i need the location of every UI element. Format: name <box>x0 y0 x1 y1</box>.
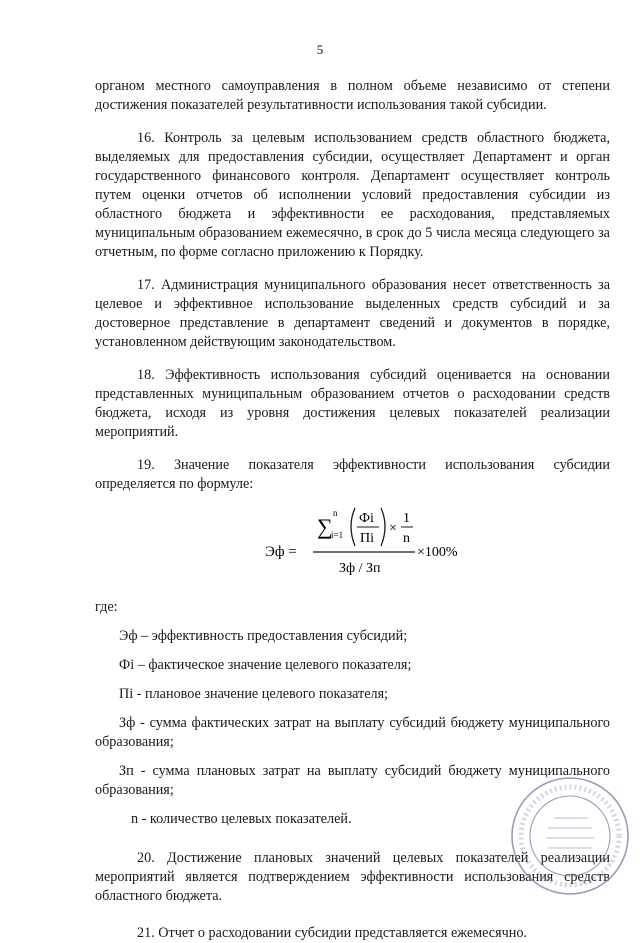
seal-inner-ring <box>530 796 610 876</box>
paragraph-19: 19. Значение показателя эффективности использования субсидии определяется по формуле: <box>95 457 610 492</box>
definition-fi: Фi – фактическое значение целевого показателя; <box>119 657 412 673</box>
definition-zp: Зп - сумма плановых затрат на выплату субсидий бюджету муниципального образования; <box>95 763 610 798</box>
paragraph-20: 20. Достижение плановых значений целевых показателей реализации мероприятий является подтверждением эффективности использования средств областного бюджета. <box>95 850 610 904</box>
formula-denominator: Пi <box>360 531 374 546</box>
definition-zf: Зф - сумма фактических затрат на выплату субсидий бюджету муниципального образования; <box>95 715 610 750</box>
formula-numerator: Фi <box>359 511 374 526</box>
definition-pi: Пi - плановое значение целевого показателя; <box>119 686 389 702</box>
formula-bottom: Зф / Зп <box>339 561 381 576</box>
formula-times: × <box>389 521 397 536</box>
seal-outer-ring <box>512 778 628 894</box>
formula-sum: ∑ <box>317 514 333 539</box>
formula-one: 1 <box>403 511 410 526</box>
page-number: 5 <box>316 42 324 57</box>
formula-n: n <box>403 531 410 546</box>
formula-lower: i=1 <box>331 530 344 540</box>
paragraph-17: 17. Администрация муниципального образования несет ответственность за целевое и эффективное использование выделенных средств субсидий и за достоверное представление в департамент сведений и документов в порядке, установленном действующим законодательством. <box>95 277 610 350</box>
efficiency-formula <box>95 502 610 598</box>
seal-text-marks <box>546 818 594 858</box>
right-paren <box>381 508 385 546</box>
paragraph-16: 16. Контроль за целевым использованием средств областного бюджета, выделяемых для предоставления субсидии, осуществляет Департамент и орган государственного финансового контроля. Департамент осуществляет контроль путем оценки отчетов об исполнении условий предоставления субсидии из областного бюджета и эффективности ее расходования, представляемых муниципальным образованием ежемесячно, в срок до 5 числа месяца следующего за отчетным, по форме согласно приложению к Порядку. <box>95 130 610 260</box>
left-paren <box>351 508 355 546</box>
round-seal-stamp <box>508 774 632 898</box>
definition-n: n - количество целевых показателей. <box>131 811 352 827</box>
formula-tail: ×100% <box>417 545 458 560</box>
paragraph-21: 21. Отчет о расходовании субсидии представляется ежемесячно. <box>137 925 527 941</box>
paragraph-continuation: органом местного самоуправления в полном объеме независимо от степени достижения показателей результативности использования такой субсидии. <box>95 78 610 113</box>
where-label: где: <box>95 599 118 615</box>
definition-eff: Эф – эффективность предоставления субсидий; <box>119 628 408 644</box>
formula-upper: n <box>333 508 338 518</box>
formula-lhs: Эф = <box>265 544 297 560</box>
seal-ring-lettering <box>521 787 619 885</box>
paragraph-18: 18. Эффективность использования субсидий оценивается на основании представленных муниципальным образованием отчетов о расходовании средств бюджета, исходя из уровня достижения целевых показателей реализации мероприятий. <box>95 367 610 440</box>
